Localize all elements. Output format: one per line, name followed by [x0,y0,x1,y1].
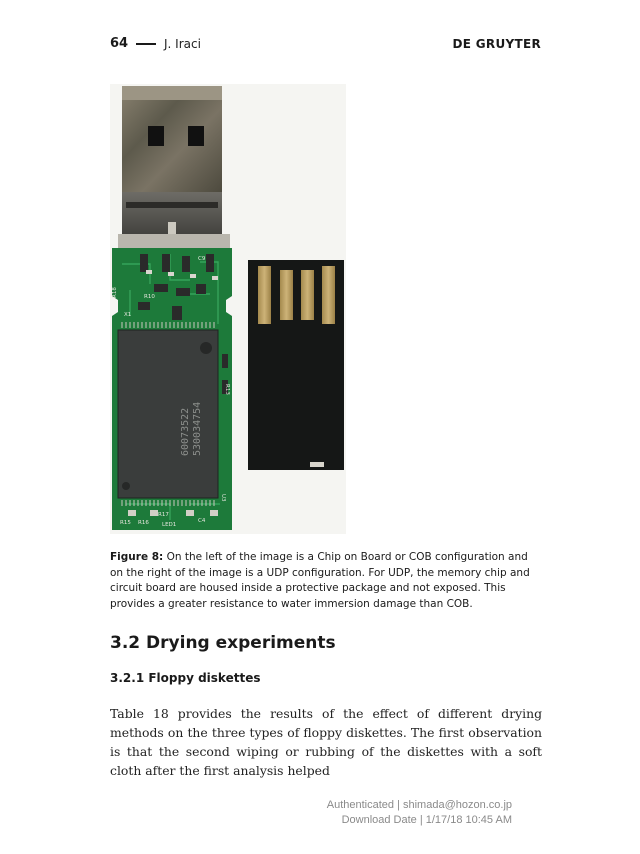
running-author: J. Iraci [164,37,201,51]
label-r10: R10 [144,294,155,300]
figure-caption [110,550,542,612]
usb-connector [118,86,230,248]
authentication-line-1: Authenticated | shimada@hozon.co.jp [326,799,512,811]
publisher-name: DE GRUYTER [452,37,541,51]
body-paragraph: Table 18 provides the results of the effect of different drying methods on the three types of floppy diskettes. The first observation is that the second wiping or rubbing of the diskettes with a soft cloth after the first analysis helped [110,706,542,778]
caption-text: On the left of the image is a Chip on Board or COB configuration and on the right of the image is a UDP configuration. For UDP, the memory chip and circuit board are housed inside a protective package and not exposed. This provides a greater resistance to water immersion damage than COB. [110,551,530,610]
label-x1: X1 [124,312,132,318]
label-c9: C9 [198,256,206,262]
label-r17: R17 [158,512,169,518]
label-r15: R15 [120,520,131,526]
udp-package [248,260,344,470]
label-led1: LED1 [162,522,177,528]
caption-label: Figure 8: [110,551,164,563]
label-u3: U3 [220,494,226,502]
subsection-heading: 3.2.1 Floppy diskettes [110,671,261,685]
authentication-line-2: Download Date | 1/17/18 10:45 AM [341,814,512,826]
cob-pcb [112,248,232,530]
section-heading: 3.2 Drying experiments [110,633,336,653]
label-r18: R18 [112,287,118,298]
label-r16: R16 [138,520,149,526]
authentication-stamp [327,798,512,828]
usb-devices-illustration [110,84,346,534]
chip-text-1: 60073522 [180,407,191,456]
page-number: 64 [110,36,129,51]
label-r13: R13 [224,384,230,395]
label-c4: C4 [198,518,206,524]
header-dash [136,43,156,45]
chip-text-2: 530034754 [192,401,203,456]
figure-photo [110,84,346,534]
